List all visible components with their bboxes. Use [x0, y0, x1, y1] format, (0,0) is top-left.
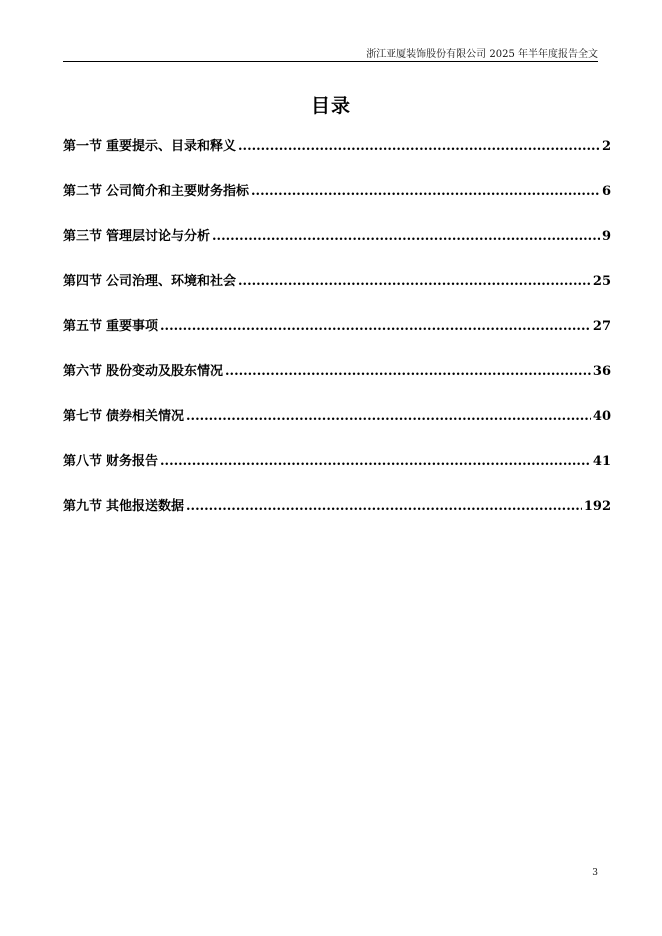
toc-page-number: 36	[592, 364, 611, 379]
table-of-contents	[63, 136, 611, 541]
toc-section-number: 第三节	[63, 229, 103, 244]
dot-leader	[251, 181, 600, 203]
toc-entry-2[interactable]	[63, 181, 611, 226]
dot-leader	[225, 361, 591, 383]
toc-section-number: 第二节	[63, 184, 103, 199]
toc-entry-6[interactable]	[63, 361, 611, 406]
toc-entry-label	[63, 406, 184, 428]
toc-page-number: 192	[583, 499, 611, 514]
toc-entry-7[interactable]	[63, 406, 611, 451]
toc-section-title: 债券相关情况	[106, 409, 185, 424]
toc-entry-4[interactable]	[63, 271, 611, 316]
toc-section-title: 财务报告	[106, 454, 159, 469]
dot-leader	[238, 271, 591, 293]
toc-section-number: 第七节	[63, 409, 103, 424]
toc-section-number: 第一节	[63, 139, 103, 154]
running-header: 浙江亚厦装饰股份有限公司 2025 年半年度报告全文	[366, 49, 598, 60]
toc-entry-label	[63, 271, 236, 293]
toc-entry-5[interactable]	[63, 316, 611, 361]
toc-entry-label	[63, 496, 184, 518]
toc-section-title: 公司简介和主要财务指标	[106, 184, 250, 199]
toc-page-number: 25	[592, 274, 611, 289]
toc-page-number: 41	[592, 454, 611, 469]
toc-entry-label	[63, 226, 210, 248]
toc-section-title: 重要事项	[106, 319, 159, 334]
toc-section-number: 第九节	[63, 499, 103, 514]
toc-entry-label	[63, 181, 249, 203]
toc-page-number: 2	[601, 139, 611, 154]
dot-leader	[238, 136, 600, 158]
toc-section-number: 第八节	[63, 454, 103, 469]
toc-page-number: 40	[592, 409, 611, 424]
toc-section-title: 管理层讨论与分析	[106, 229, 211, 244]
header-divider	[63, 61, 598, 62]
toc-entry-1[interactable]	[63, 136, 611, 181]
toc-entry-8[interactable]	[63, 451, 611, 496]
toc-section-number: 第六节	[63, 364, 103, 379]
toc-section-number: 第四节	[63, 274, 103, 289]
toc-section-title: 重要提示、目录和释义	[106, 139, 237, 154]
dot-leader	[186, 406, 591, 428]
page-number: 3	[592, 868, 598, 878]
toc-page-number: 9	[601, 229, 611, 244]
toc-title: 目录	[310, 95, 351, 117]
dot-leader	[186, 496, 582, 518]
toc-page-number: 6	[601, 184, 611, 199]
toc-section-title: 其他报送数据	[106, 499, 185, 514]
dot-leader	[160, 316, 591, 338]
toc-entry-label	[63, 361, 223, 383]
dot-leader	[212, 226, 600, 248]
toc-section-title: 股份变动及股东情况	[106, 364, 224, 379]
toc-entry-label	[63, 136, 236, 158]
dot-leader	[160, 451, 591, 473]
toc-entry-label	[63, 316, 158, 338]
toc-section-number: 第五节	[63, 319, 103, 334]
toc-section-title: 公司治理、环境和社会	[106, 274, 237, 289]
toc-entry-9[interactable]	[63, 496, 611, 541]
toc-page-number: 27	[592, 319, 611, 334]
toc-entry-3[interactable]	[63, 226, 611, 271]
toc-entry-label	[63, 451, 158, 473]
